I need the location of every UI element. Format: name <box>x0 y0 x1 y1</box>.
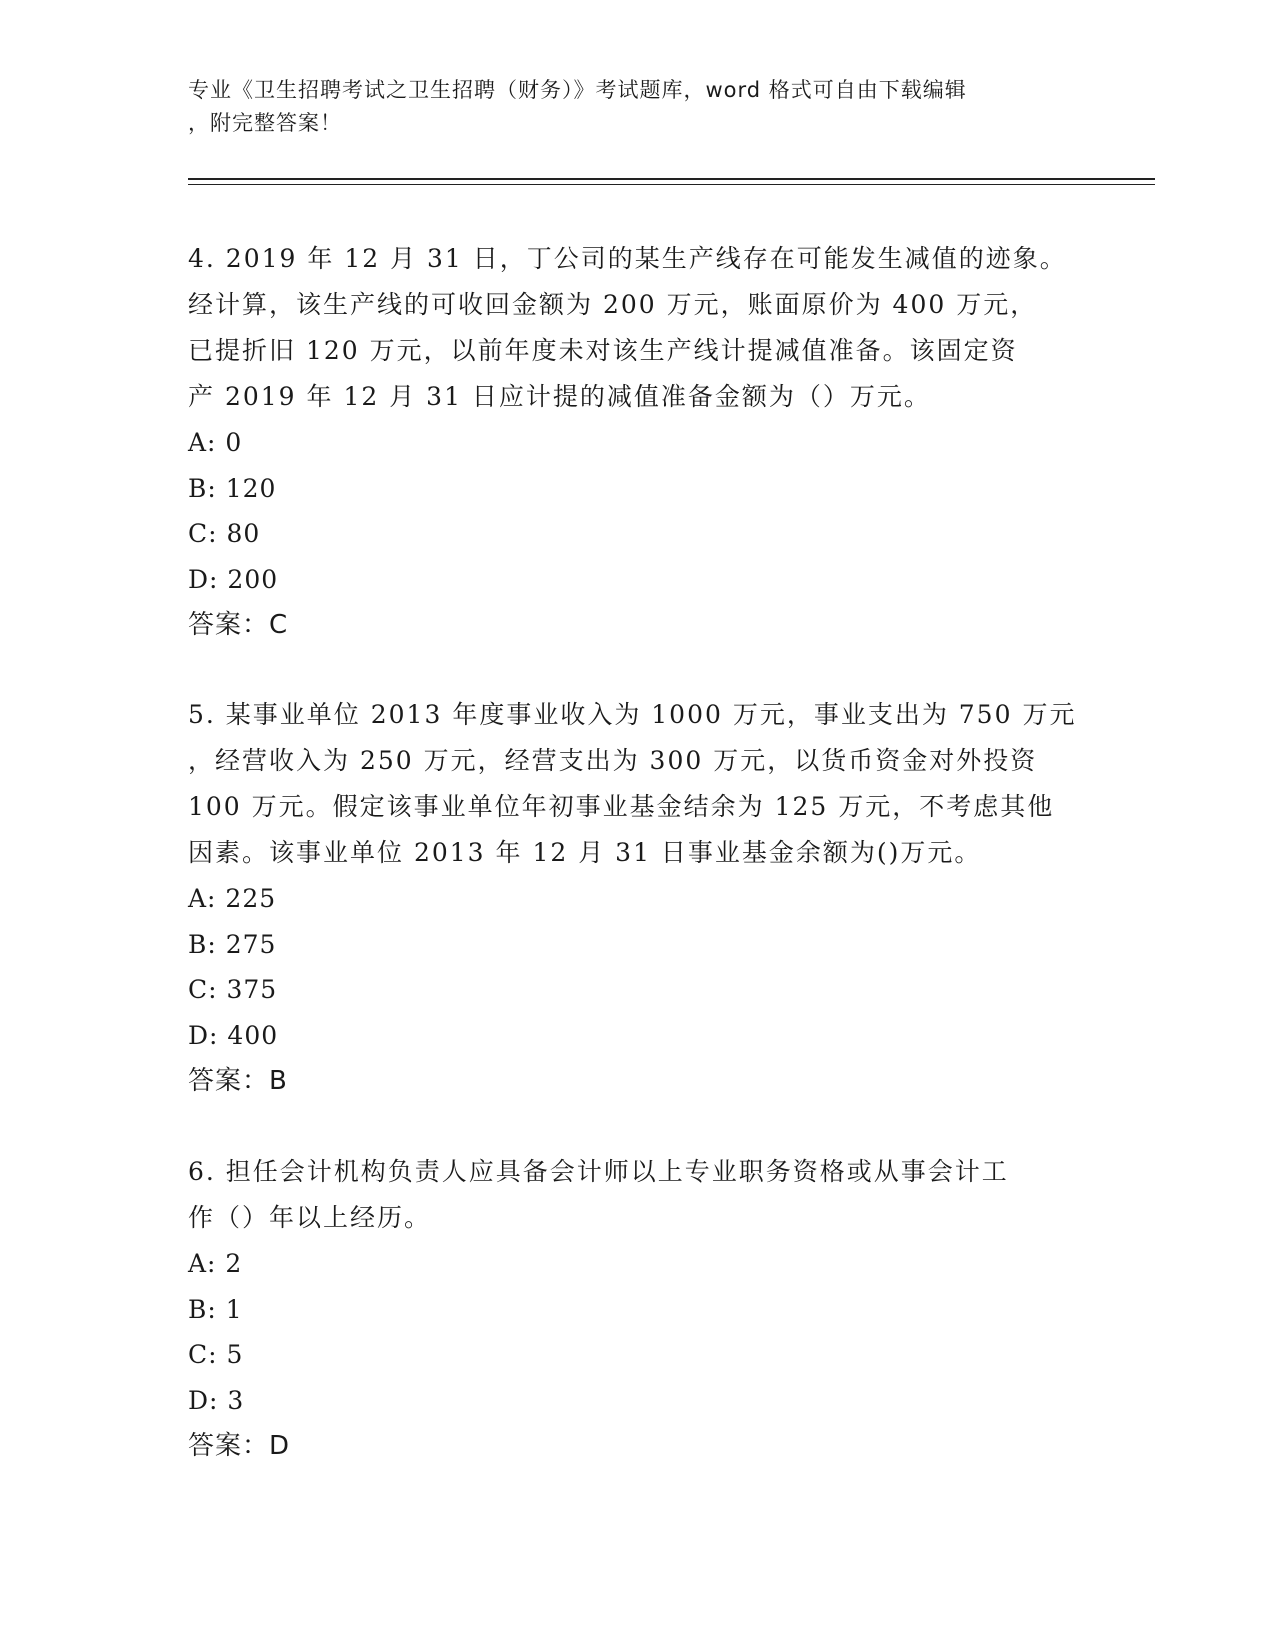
option-b: B: 275 <box>188 929 277 959</box>
question-6 <box>188 1149 1088 1469</box>
question-text-line: 产 2019 年 12 月 31 日应计提的减值准备金额为（）万元。 <box>188 382 931 411</box>
answer-label: 答案：D <box>188 1431 291 1461</box>
document-header <box>188 74 1088 140</box>
option-b: B: 120 <box>188 473 277 503</box>
question-text-line: 6. 担任会计机构负责人应具备会计师以上专业职务资格或从事会计工 <box>188 1157 1009 1186</box>
header-title-line-1: 专业《卫生招聘考试之卫生招聘（财务）》考试题库，word 格式可自由下载编辑 <box>188 78 967 102</box>
header-title-line-2: ，附完整答案！ <box>188 111 342 135</box>
answer-label: 答案：C <box>188 610 289 640</box>
option-c: C: 80 <box>188 519 261 548</box>
question-text-line: 100 万元。假定该事业单位年初事业基金结余为 125 万元，不考虑其他 <box>188 792 1055 821</box>
question-text-line: 5. 某事业单位 2013 年度事业收入为 1000 万元，事业支出为 750 万元 <box>188 700 1077 729</box>
question-text-line: 已提折旧 120 万元，以前年度未对该生产线计提减值准备。该固定资 <box>188 336 1018 365</box>
question-text-line: 作（）年以上经历。 <box>188 1203 432 1232</box>
header-divider-thick <box>188 178 1155 180</box>
option-c: C: 375 <box>188 975 278 1004</box>
question-text-line: 因素。该事业单位 2013 年 12 月 31 日事业基金余额为()万元。 <box>188 838 982 867</box>
question-text-line: ，经营收入为 250 万元，经营支出为 300 万元，以货币资金对外投资 <box>188 746 1038 775</box>
question-text-line: 4. 2019 年 12 月 31 日，丁公司的某生产线存在可能发生减值的迹象。 <box>188 244 1067 273</box>
question-text-line: 经计算，该生产线的可收回金额为 200 万元，账面原价为 400 万元， <box>188 290 1038 319</box>
answer-label: 答案：B <box>188 1066 288 1096</box>
question-5 <box>188 692 1088 1104</box>
header-divider-thin <box>188 184 1155 185</box>
option-a: A: 2 <box>188 1249 243 1278</box>
option-d: D: 200 <box>188 564 279 594</box>
option-c: C: 5 <box>188 1340 244 1369</box>
option-a: A: 0 <box>188 428 243 457</box>
option-d: D: 3 <box>188 1385 245 1415</box>
question-4 <box>188 236 1088 648</box>
option-a: A: 225 <box>188 884 277 913</box>
option-b: B: 1 <box>188 1294 243 1324</box>
option-d: D: 400 <box>188 1020 279 1050</box>
